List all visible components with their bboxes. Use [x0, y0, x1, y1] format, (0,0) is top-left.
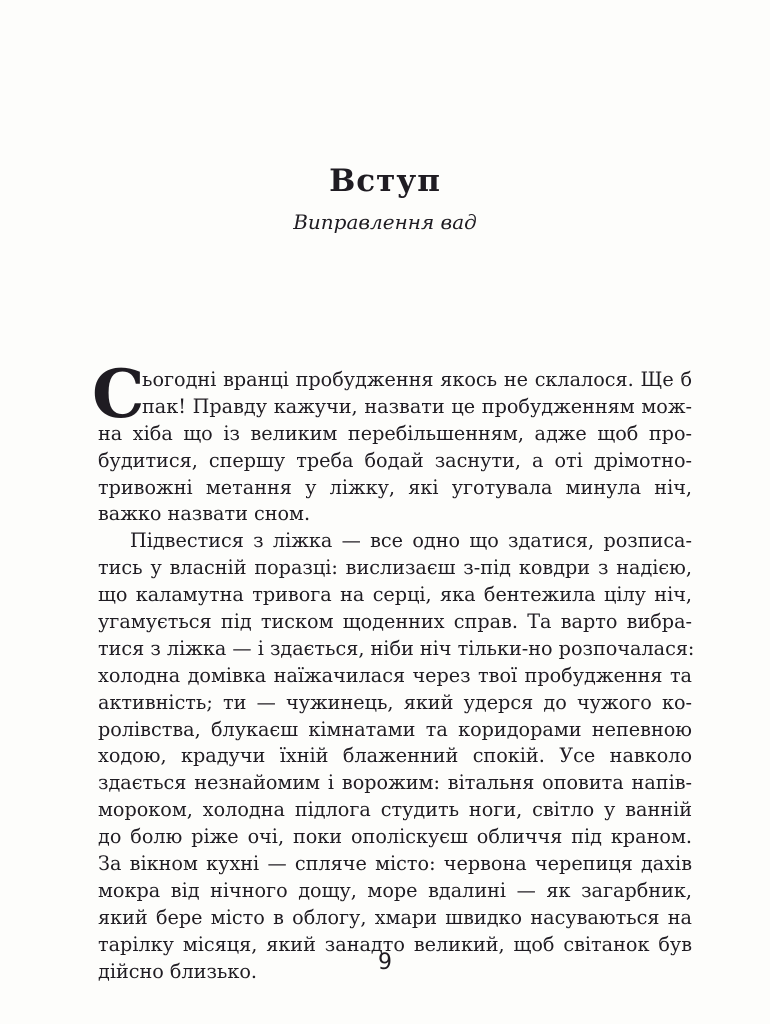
body-text [92, 355, 695, 985]
drop-cap: С [92, 355, 145, 433]
text-line: тривожні метання у ліжку, які уготувала минула ніч, [98, 475, 692, 499]
text-line: За вікном кухні — спляче місто: червона черепиця дахів [98, 852, 692, 876]
text-line: до болю ріже очі, поки ополіскуєш обличчя під краном. [98, 825, 692, 849]
text-line: мокра від нічного дощу, море вдалині — як загарбник, [98, 878, 692, 902]
text-line: активність; ти — чужинець, який удерся до чужого ко- [98, 690, 692, 714]
text-line: Підвестися з ліжка — все одно що здатися, розписа- [130, 529, 692, 553]
chapter-subtitle: Виправлення вад [293, 210, 477, 234]
text-line: на хіба що із великим перебільшенням, адже щоб про- [98, 421, 692, 445]
text-line: тися з ліжка — і здається, ніби ніч тільки-но розпочалася: [98, 636, 695, 660]
page-number: 9 [378, 950, 392, 975]
text-line: мороком, холодна підлога студить ноги, світло у ванній [98, 798, 692, 822]
text-line: що каламутна тривога на серці, яка бентежила цілу ніч, [98, 583, 692, 607]
chapter-title: Вступ [329, 163, 441, 199]
text-line: здається незнайомим і ворожим: вітальня оповита напів- [98, 771, 692, 795]
text-line: тись у власній поразці: вислизаєш з-під ковдри з надією, [98, 556, 692, 580]
text-line: який бере місто в облогу, хмари швидко насуваються на [98, 905, 692, 929]
text-line: дійсно близько. [98, 959, 258, 983]
text-line: ходою, крадучи їхній блаженний спокій. Усе навколо [98, 744, 692, 768]
text-line: ролівства, блукаєш кімнатами та коридорами непевною [98, 717, 692, 741]
paragraph [98, 367, 692, 528]
text-line: пак! Правду кажучи, назвати це пробудженням мож- [142, 394, 692, 418]
text-line: угамується під тиском щоденних справ. Та варто вибра- [98, 610, 692, 634]
text-line: будитися, спершу треба бодай заснути, а оті дрімотно- [98, 448, 692, 472]
text-line: тарілку місяця, який занадто великий, щоб світанок був [98, 932, 692, 956]
text-line: ьогодні вранці пробудження якось не склалося. Ще б [142, 368, 692, 391]
text-line: холодна домівка наїжачилася через твої пробудження та [98, 663, 692, 687]
text-line: важко назвати сном. [98, 502, 311, 526]
paragraph [98, 528, 695, 985]
